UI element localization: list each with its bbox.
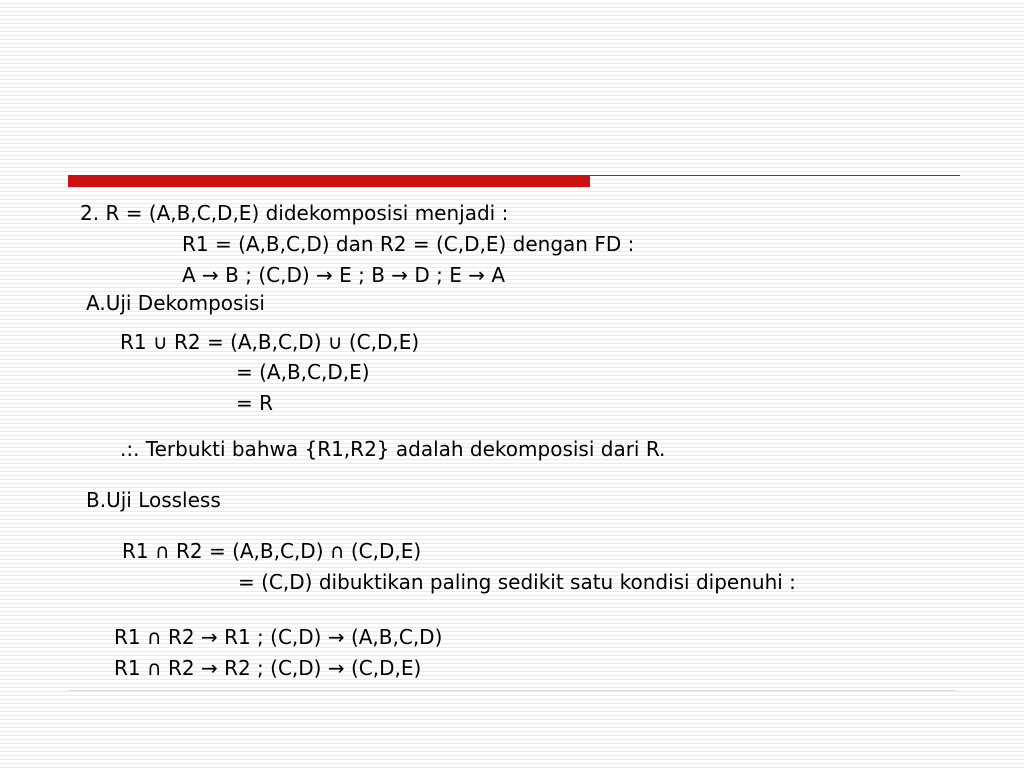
footer-line — [68, 690, 956, 691]
section-b-condition-2: R1 ∩ R2 → R2 ; (C,D) → (C,D,E) — [114, 656, 422, 680]
problem-line-2: R1 = (A,B,C,D) dan R2 = (C,D,E) dengan FD : — [182, 232, 635, 256]
section-b-condition-1: R1 ∩ R2 → R1 ; (C,D) → (A,B,C,D) — [114, 625, 443, 649]
section-b-heading: B.Uji Lossless — [86, 488, 221, 512]
title-accent-bar — [68, 175, 590, 187]
section-b-note: dibuktikan paling sedikit satu kondisi dipenuhi : — [318, 570, 796, 594]
section-b-eq-2 — [238, 567, 796, 597]
problem-fd-line: A → B ; (C,D) → E ; B → D ; E → A — [182, 263, 506, 287]
section-b-eq-2-value: = (C,D) — [238, 570, 313, 594]
section-a-eq-3: = R — [236, 391, 274, 415]
problem-line-1: 2. R = (A,B,C,D,E) didekomposisi menjadi : — [80, 201, 509, 225]
section-a-eq-1: R1 ∪ R2 = (A,B,C,D) ∪ (C,D,E) — [120, 330, 420, 354]
section-a-conclusion: .:. Terbukti bahwa {R1,R2} adalah dekomposisi dari R. — [120, 437, 666, 461]
section-a-heading: A.Uji Dekomposisi — [86, 291, 265, 315]
section-b-eq-1: R1 ∩ R2 = (A,B,C,D) ∩ (C,D,E) — [122, 539, 422, 563]
section-a-eq-2: = (A,B,C,D,E) — [236, 360, 370, 384]
